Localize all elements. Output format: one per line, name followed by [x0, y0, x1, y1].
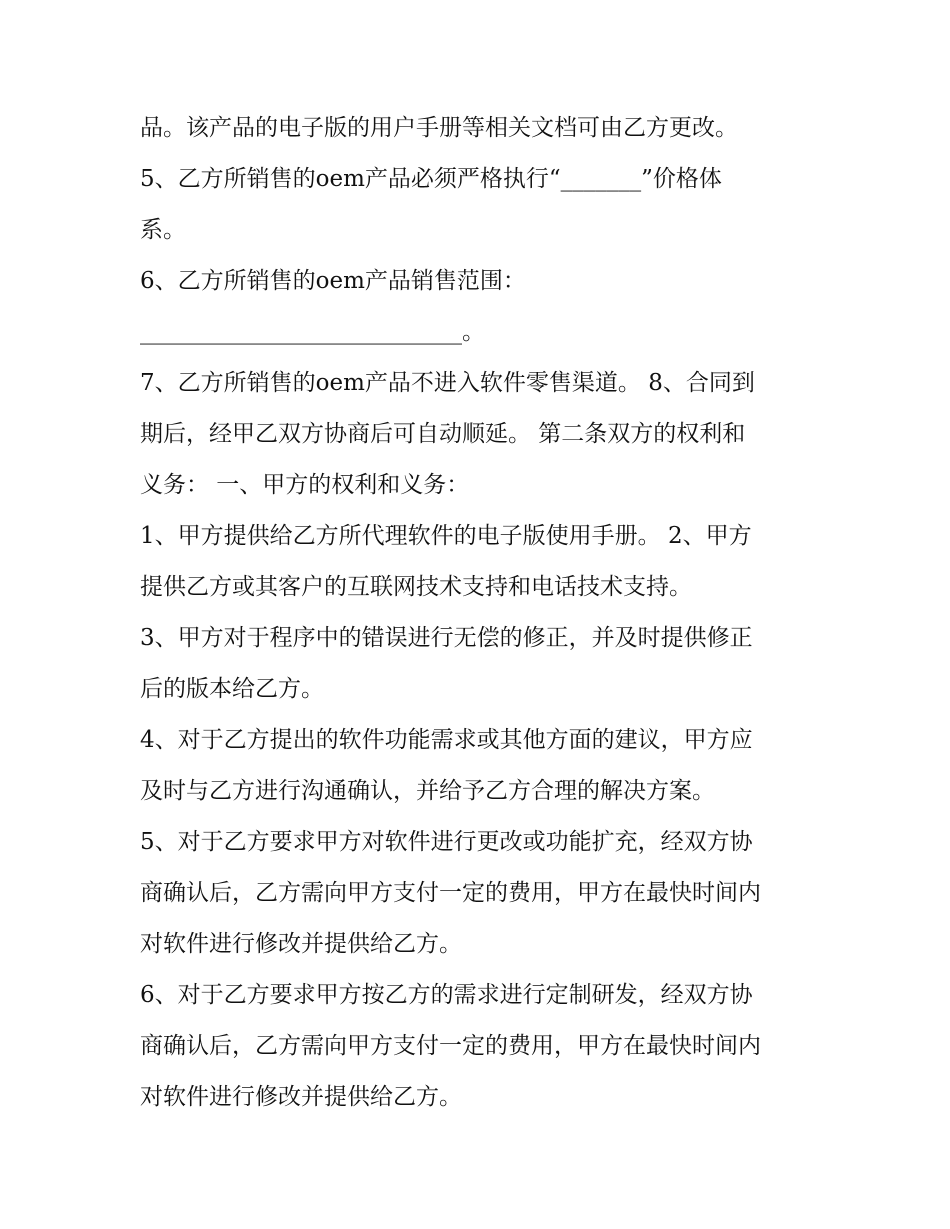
text-line: 7、乙方所销售的oem产品不进入软件零售渠道。 8、合同到 [140, 370, 755, 396]
text-line: 商确认后，乙方需向甲方支付一定的费用，甲方在最快时间内 [140, 1033, 761, 1059]
text-line: 及时与乙方进行沟通确认，并给予乙方合理的解决方案。 [140, 778, 715, 804]
text-line: 义务： 一、甲方的权利和义务： [140, 472, 470, 498]
text-line: 品。该产品的电子版的用户手册等相关文档可由乙方更改。 [140, 115, 738, 141]
text-line: 系。 [140, 217, 186, 243]
text-line: 6、乙方所销售的oem产品销售范围： [140, 268, 526, 294]
text-line: 期后，经甲乙双方协商后可自动顺延。 第二条双方的权利和 [140, 421, 746, 447]
text-line: 对软件进行修改并提供给乙方。 [140, 931, 462, 957]
document-body [140, 103, 820, 1123]
text-line: 4、对于乙方提出的软件功能需求或其他方面的建议，甲方应 [140, 727, 753, 753]
text-line: 对软件进行修改并提供给乙方。 [140, 1084, 462, 1110]
text-line: 商确认后，乙方需向甲方支付一定的费用，甲方在最快时间内 [140, 880, 761, 906]
text-line: 6、对于乙方要求甲方按乙方的需求进行定制研发，经双方协 [140, 982, 753, 1008]
text-line: 5、对于乙方要求甲方对软件进行更改或功能扩充，经双方协 [140, 829, 753, 855]
text-line: 提供乙方或其客户的互联网技术支持和电话技术支持。 [140, 574, 692, 600]
text-line: 1、甲方提供给乙方所代理软件的电子版使用手册。 2、甲方 [140, 523, 752, 549]
text-line: 后的版本给乙方。 [140, 676, 324, 702]
text-line: 5、乙方所销售的oem产品必须严格执行“_______”价格体 [140, 166, 722, 192]
text-line: 3、甲方对于程序中的错误进行无偿的修正，并及时提供修正 [140, 625, 753, 651]
text-line: ____________________________。 [140, 319, 485, 345]
